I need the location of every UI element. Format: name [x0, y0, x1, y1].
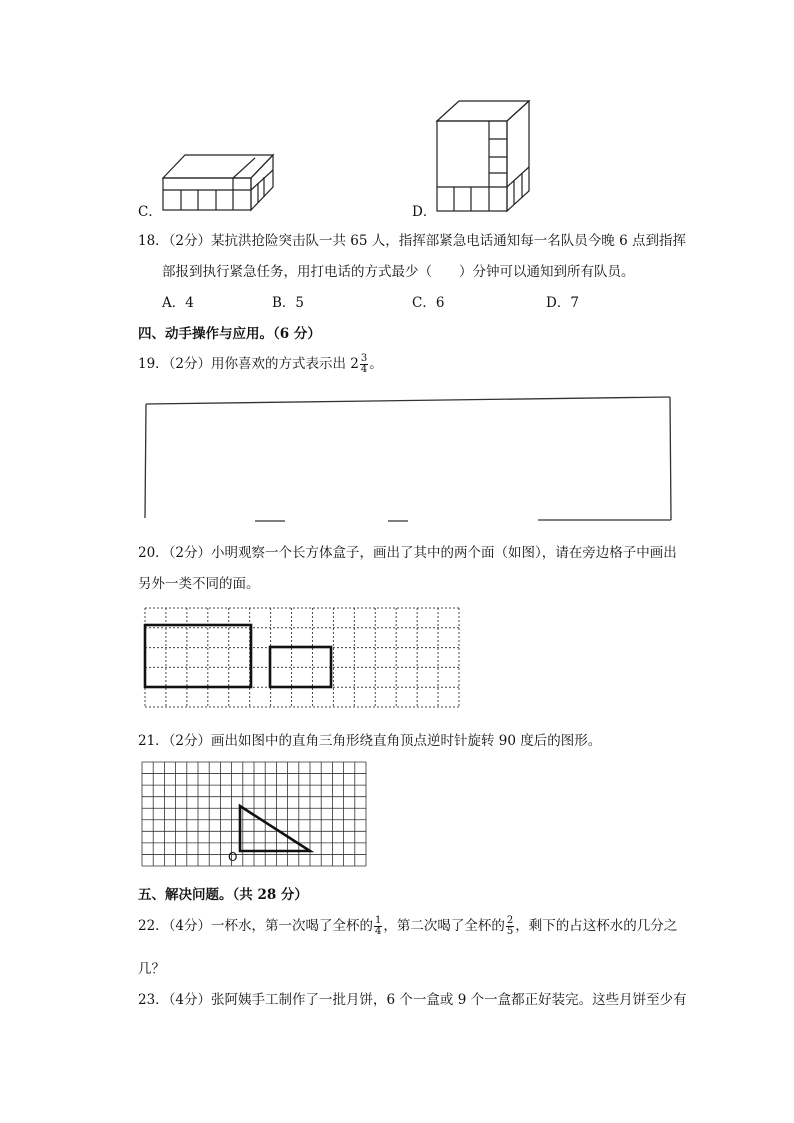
figure-d-cube	[434, 99, 534, 213]
q18-option-a: A．4	[162, 295, 194, 311]
q22-part2: ，第二次喝了全杯的	[383, 918, 505, 934]
q22-fraction1	[374, 916, 382, 937]
q22-line2: 几？	[138, 961, 165, 977]
q22-part1: 22．（4分）一杯水，第一次喝了全杯的	[138, 918, 374, 934]
q18-line1: 18．（2分）某抗洪抢险突击队一共 65 人，指挥部紧急电话通知每一名队员今晚 6 点到指挥	[138, 233, 686, 249]
q19-fraction-den: 4	[360, 364, 368, 375]
origin-label: O	[228, 850, 238, 864]
q21-grid[interactable]	[140, 760, 368, 868]
q19-answer-box[interactable]	[140, 394, 674, 524]
q20-face-large	[145, 625, 251, 687]
q18-option-c: C．6	[412, 295, 445, 311]
q22-fraction1-num: 1	[375, 915, 382, 926]
section4-heading: 四、动手操作与应用。（6 分）	[138, 326, 321, 342]
q22-part3: ，剩下的占这杯水的几分之	[515, 918, 678, 934]
figure-c-label: C．	[138, 204, 162, 220]
figure-d-label: D．	[412, 204, 437, 220]
q20-line2: 另外一类不同的面。	[138, 576, 260, 592]
q18-option-d: D．7	[546, 295, 579, 311]
q18-line2: 部报到执行紧急任务，用打电话的方式最少（ ）分钟可以通知到所有队员。	[162, 264, 635, 280]
q23-line1: 23．（4分）张阿姨手工制作了一批月饼，6 个一盒或 9 个一盒都正好装完。这些月饼至少有	[138, 992, 687, 1008]
q22-fraction1-den: 4	[375, 926, 382, 937]
q19-prefix: 19．（2分）用你喜欢的方式表示出 2	[138, 356, 359, 372]
section5-heading: 五、解决问题。（共 28 分）	[138, 887, 308, 903]
q19-fraction	[360, 354, 368, 375]
right-triangle	[240, 806, 310, 851]
q22-line1	[138, 914, 677, 937]
q19-fraction-num: 3	[360, 353, 368, 364]
q19-suffix: 。	[369, 356, 383, 372]
q20-dotted-grid[interactable]	[142, 605, 464, 711]
q22-fraction2-den: 5	[506, 926, 514, 937]
q18-option-b: B．5	[272, 295, 305, 311]
figure-c-cuboid	[160, 150, 280, 212]
q21-line1: 21．（2分）画出如图中的直角三角形绕直角顶点逆时针旋转 90 度后的图形。	[138, 733, 602, 749]
q22-fraction2	[506, 916, 514, 937]
q19-text	[138, 352, 383, 375]
q22-fraction2-num: 2	[506, 915, 514, 926]
q20-line1: 20．（2分）小明观察一个长方体盒子，画出了其中的两个面（如图），请在旁边格子中画出	[138, 545, 677, 561]
